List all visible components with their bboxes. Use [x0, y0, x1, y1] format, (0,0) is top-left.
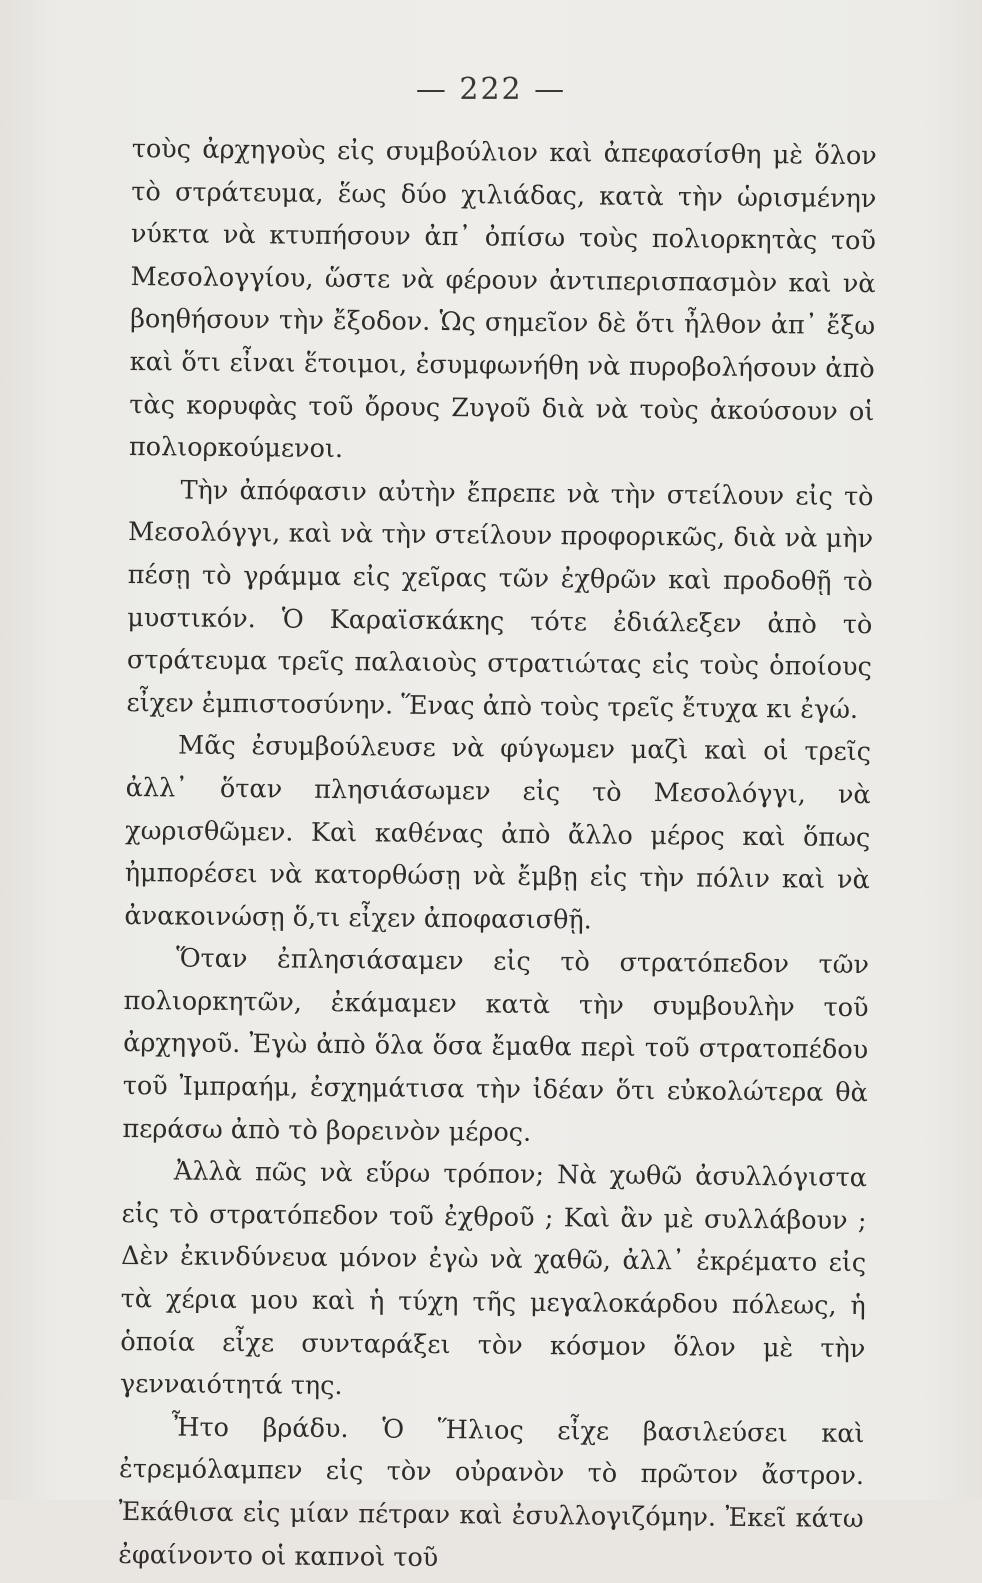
- body-text: [118, 128, 877, 1583]
- paragraph: Τὴν ἀπόφασιν αὐτὴν ἔπρεπε νὰ τὴν στείλουν εἰς τὸ Μεσολόγγι, καὶ νὰ τὴν στείλουν προφορικῶς, διὰ νὰ μὴν πέσῃ τὸ γράμμα εἰς χεῖρας τῶν ἐχθρῶν καὶ προδοθῇ τὸ μυστικόν. Ὁ Καραϊσκάκης τότε ἐδιάλεξεν ἀπὸ τὸ στράτευμα τρεῖς παλαιοὺς στρατιώτας εἰς τοὺς ὁποίους εἶχεν ἐμπιστοσύνην. Ἕνας ἀπὸ τοὺς τρεῖς ἔτυχα κι ἐγώ.: [126, 475, 874, 725]
- paragraph: τοὺς ἀρχηγοὺς εἰς συμβούλιον καὶ ἀπεφασίσθη μὲ ὅλον τὸ στράτευμα, ἕως δύο χιλιάδας, κατὰ τὴν ὡρισμένην νύκτα νὰ κτυπήσουν ἀπ᾽ ὀπίσω τοὺς πολιορκητὰς τοῦ Μεσολογγίου, ὥστε νὰ φέρουν ἀντιπερισπασμὸν καὶ νὰ βοηθήσουν τὴν ἔξοδον. Ὡς σημεῖον δὲ ὅτι ἦλθον ἀπ᾽ ἔξω καὶ ὅτι εἶναι ἕτοιμοι, ἐσυμφωνήθη νὰ πυροβολήσουν ἀπὸ τὰς κορυφὰς τοῦ ὄρους Ζυγοῦ διὰ νὰ τοὺς ἀκούσουν οἱ πολιορκούμενοι.: [128, 133, 877, 465]
- paragraph: Ἀλλὰ πῶς νὰ εὕρω τρόπον; Νὰ χωθῶ ἀσυλλόγιστα εἰς τὸ στρατόπεδον τοῦ ἐχθροῦ ; Καὶ ἂν μὲ συλλάβουν ; Δὲν ἐκινδύνευα μόνον ἐγὼ νὰ χαθῶ, ἀλλ᾽ ἐκρέματο εἰς τὰ χέρια μου καὶ ἡ τύχη τῆς μεγαλοκάρδου πόλεως, ἡ ὁποία εἶχε συνταράξει τὸν κόσμον ὅλον μὲ τὴν γενναιότητά της.: [119, 1156, 868, 1402]
- paragraph: Ὅταν ἐπλησιάσαμεν εἰς τὸ στρατόπεδον τῶν πολιορκητῶν, ἐκάμαμεν κατὰ τὴν συμβουλὴν τοῦ ἀρχηγοῦ. Ἐγὼ ἀπὸ ὅλα ὅσα ἔμαθα περὶ τοῦ στρατοπέδου τοῦ Ἰμπραήμ, ἐσχημάτισα τὴν ἰδέαν ὅτι εὐκολώτερα θὰ περάσω ἀπὸ τὸ βορεινὸν μέρος.: [122, 943, 870, 1148]
- page-number: — 222 —: [415, 72, 567, 107]
- paragraph: Μᾶς ἐσυμβούλευσε νὰ φύγωμεν μαζὶ καὶ οἱ τρεῖς ἀλλ᾽ ὅταν πλησιάσωμεν εἰς τὸ Μεσολόγγι, νὰ χωρισθῶμεν. Καὶ καθένας ἀπὸ ἄλλο μέρος καὶ ὅπως ἠμπορέσει νὰ κατορθώσῃ νὰ ἔμβῃ εἰς τὴν πόλιν καὶ νὰ ἀνακοινώσῃ ὅ,τι εἶχεν ἀποφασισθῇ.: [124, 730, 872, 936]
- paragraph: Ἦτο βράδυ. Ὁ Ἥλιος εἶχε βασιλεύσει καὶ ἐτρεμόλαμπεν εἰς τὸν οὐρανὸν τὸ πρῶτον ἄστρον. Ἐκάθισα εἰς μίαν πέτραν καὶ ἐσυλλογιζόμην. Ἐκεῖ κάτω ἐφαίνοντο οἱ καπνοὶ τοῦ: [118, 1412, 865, 1573]
